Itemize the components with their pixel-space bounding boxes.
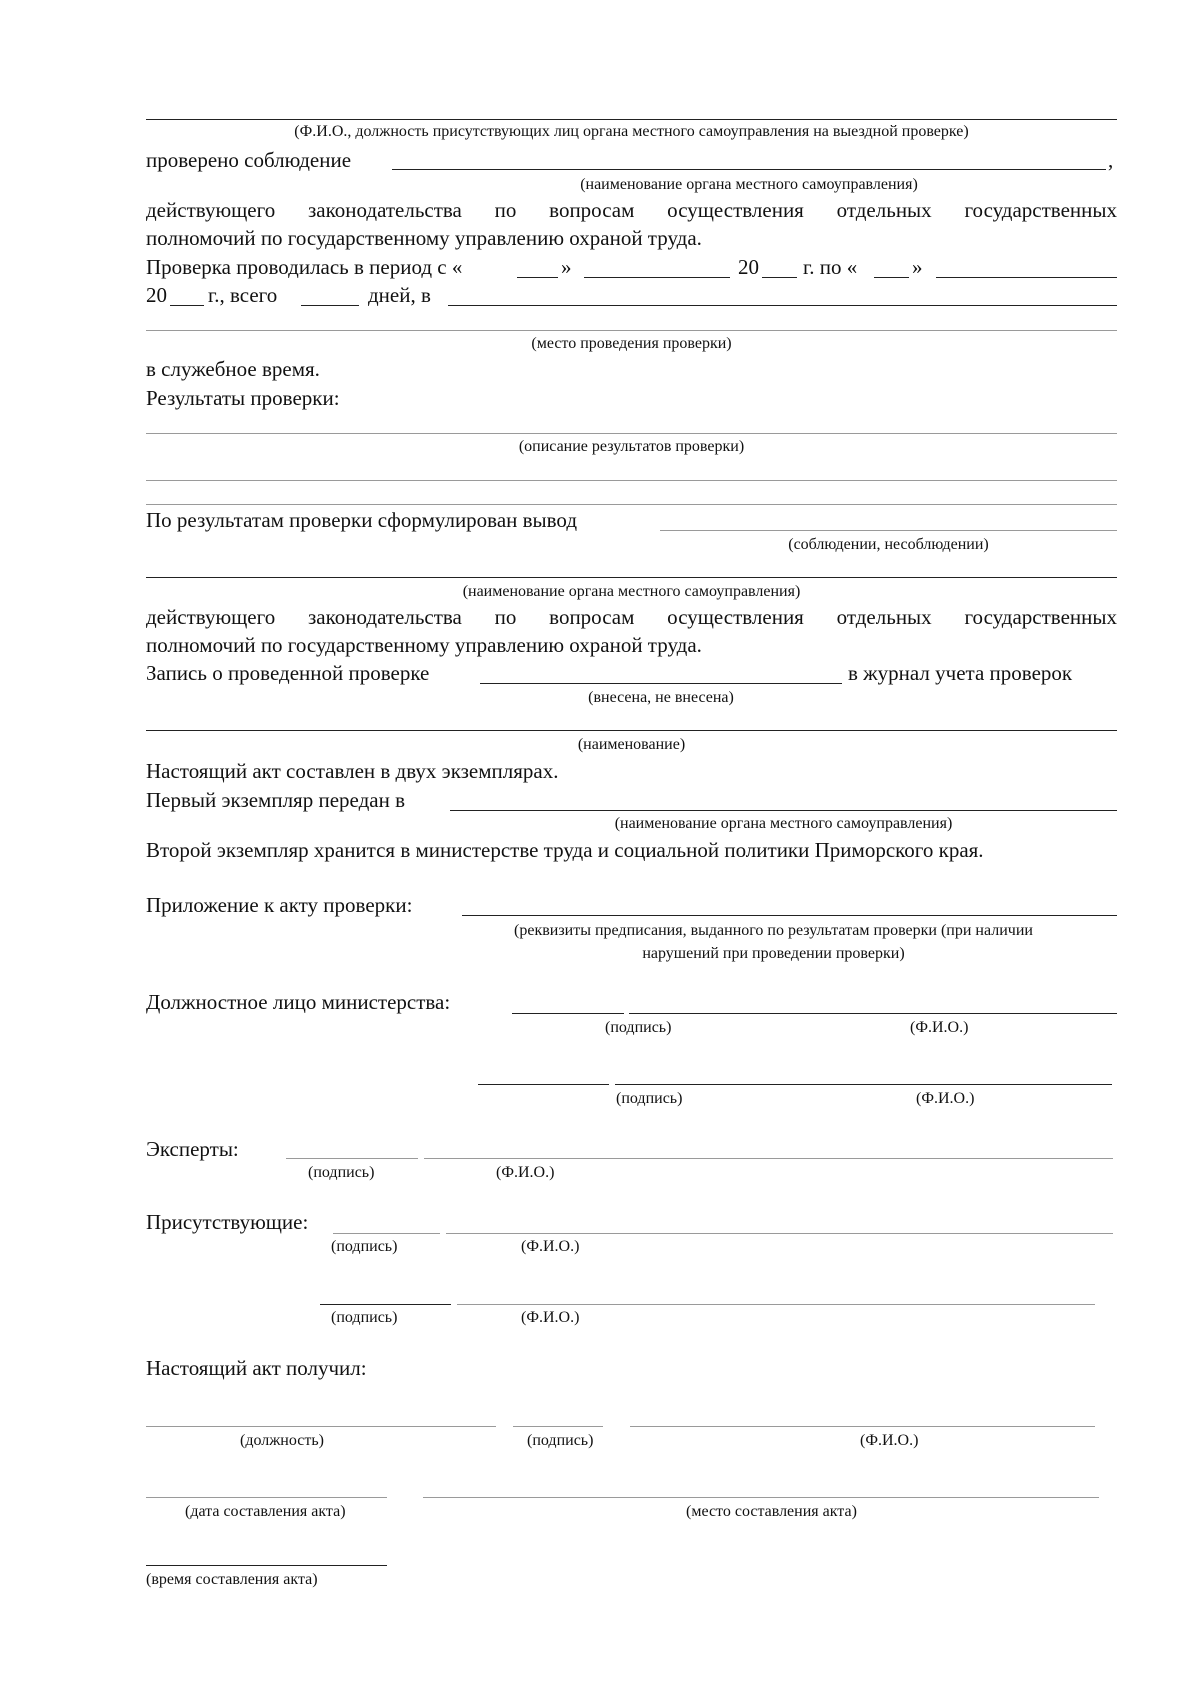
experts-fio-line[interactable] — [424, 1158, 1113, 1159]
received-label: Настоящий акт получил: — [146, 1356, 367, 1380]
received-position-caption: (должность) — [240, 1432, 324, 1449]
period-day-to[interactable] — [874, 277, 909, 278]
experts-label: Эксперты: — [146, 1137, 239, 1161]
checked-body-line[interactable] — [392, 169, 1106, 170]
official2-fio-caption: (Ф.И.О.) — [916, 1090, 975, 1107]
period-year-to[interactable] — [170, 305, 204, 306]
legislation-line-1: действующего законодательства по вопросам осуществления отдельных государственных — [146, 198, 1117, 222]
experts-sign-caption: (подпись) — [308, 1164, 375, 1181]
results-label: Результаты проверки: — [146, 386, 340, 410]
place-line[interactable] — [423, 1497, 1099, 1498]
present2-sign-caption: (подпись) — [331, 1309, 398, 1326]
journal-prefix: Запись о проведенной проверке — [146, 661, 430, 685]
official-sign-line[interactable] — [512, 1013, 624, 1014]
period-day-from[interactable] — [517, 277, 558, 278]
attendees-caption: (Ф.И.О., должность присутствующих лиц органа местного самоуправления на выездной проверке) — [294, 123, 969, 140]
comma: , — [1108, 148, 1114, 172]
conclusion-text: По результатам проверки сформулирован вывод — [146, 508, 578, 532]
period-prefix: Проверка проводилась в период с « — [146, 255, 463, 279]
results-caption: (описание результатов проверки) — [518, 438, 745, 455]
appendix-label: Приложение к акту проверки: — [146, 893, 413, 917]
period-month-to[interactable] — [936, 277, 1117, 278]
time-line[interactable] — [146, 1565, 387, 1566]
present-sign-caption: (подпись) — [331, 1238, 398, 1255]
year-20-a: 20 — [738, 255, 759, 279]
copies-line-1: Настоящий акт составлен в двух экземплярах. — [146, 759, 559, 783]
journal-status-line[interactable] — [480, 683, 842, 684]
present2-sign-line[interactable] — [320, 1304, 451, 1305]
experts-fio-caption: (Ф.И.О.) — [496, 1164, 555, 1181]
official-sign-caption: (подпись) — [605, 1019, 672, 1036]
received-sign-caption: (подпись) — [527, 1432, 594, 1449]
present-fio-line[interactable] — [446, 1233, 1113, 1234]
official-label: Должностное лицо министерства: — [146, 990, 451, 1014]
conclusion-body-line[interactable] — [146, 577, 1117, 578]
journal-caption: (внесена, не внесена) — [588, 689, 734, 706]
journal-suffix: в журнал учета проверок — [848, 661, 1073, 685]
first-copy-line[interactable] — [450, 810, 1117, 811]
official-fio-line[interactable] — [629, 1013, 1117, 1014]
results-line-1[interactable] — [146, 433, 1117, 434]
present-label: Присутствующие: — [146, 1210, 309, 1234]
journal-name-caption: (наименование) — [577, 736, 686, 753]
period-month-from[interactable] — [584, 277, 730, 278]
checked-text: проверено соблюдение — [146, 148, 352, 172]
official2-fio-line[interactable] — [615, 1084, 1112, 1085]
journal-name-line[interactable] — [146, 730, 1117, 731]
results-line-2[interactable] — [146, 480, 1117, 481]
results-line-3[interactable] — [146, 504, 1117, 505]
g-po: г. по « — [803, 255, 858, 279]
appendix-caption-1: (реквизиты предписания, выданного по результатам проверки (при наличии — [514, 922, 1033, 939]
present-sign-line[interactable] — [333, 1233, 440, 1234]
legislation-line-3: действующего законодательства по вопросам осуществления отдельных государственных — [146, 605, 1117, 629]
present2-fio-line[interactable] — [457, 1304, 1095, 1305]
experts-sign-line[interactable] — [286, 1158, 418, 1159]
received-position-line[interactable] — [146, 1426, 496, 1427]
working-time: в служебное время. — [146, 357, 320, 381]
attendees-line[interactable] — [146, 119, 1117, 120]
present2-fio-caption: (Ф.И.О.) — [521, 1309, 580, 1326]
period-place-line-2[interactable] — [146, 330, 1117, 331]
period-year-from[interactable] — [762, 277, 797, 278]
conclusion-caption: (соблюдении, несоблюдении) — [788, 536, 989, 553]
time-caption: (время составления акта) — [146, 1571, 318, 1588]
official2-sign-caption: (подпись) — [616, 1090, 683, 1107]
period-place-line-1[interactable] — [448, 305, 1117, 306]
received-sign-line[interactable] — [513, 1426, 603, 1427]
legislation-line-2: полномочий по государственному управлению охраной труда. — [146, 226, 702, 250]
days-in: дней, в — [368, 283, 431, 307]
received-fio-caption: (Ф.И.О.) — [860, 1432, 919, 1449]
quote-close-2: » — [912, 255, 923, 279]
official-fio-caption: (Ф.И.О.) — [910, 1019, 969, 1036]
first-copy-caption: (наименование органа местного самоуправления) — [614, 815, 953, 832]
official2-sign-line[interactable] — [478, 1084, 609, 1085]
g-total: г., всего — [208, 283, 278, 307]
conclusion-line[interactable] — [660, 530, 1117, 531]
quote-close-1: » — [561, 255, 572, 279]
second-copy: Второй экземпляр хранится в министерстве труда и социальной политики Приморского края. — [146, 838, 984, 862]
legislation-line-4: полномочий по государственному управлению охраной труда. — [146, 633, 702, 657]
body-caption-2: (наименование органа местного самоуправления) — [462, 583, 801, 600]
present-fio-caption: (Ф.И.О.) — [521, 1238, 580, 1255]
first-copy-prefix: Первый экземпляр передан в — [146, 788, 405, 812]
period-days[interactable] — [301, 305, 359, 306]
appendix-line[interactable] — [462, 915, 1117, 916]
year-20-b: 20 — [146, 283, 167, 307]
body-caption-1: (наименование органа местного самоуправления) — [580, 176, 918, 193]
place-caption: (место проведения проверки) — [531, 335, 732, 352]
appendix-caption-2: нарушений при проведении проверки) — [642, 945, 905, 962]
date-caption: (дата составления акта) — [185, 1503, 346, 1520]
received-fio-line[interactable] — [630, 1426, 1095, 1427]
date-line[interactable] — [146, 1497, 387, 1498]
place-act-caption: (место составления акта) — [686, 1503, 857, 1520]
